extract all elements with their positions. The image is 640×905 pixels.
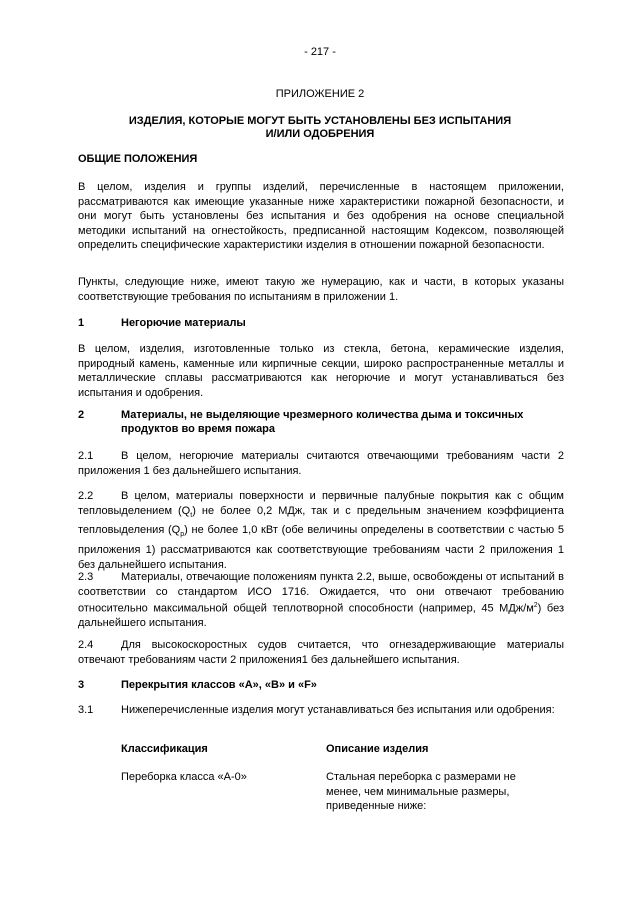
paragraph-2-2 [78,489,564,572]
section-2-heading [78,408,564,436]
annex-title-line-1: ИЗДЕЛИЯ, КОТОРЫЕ МОГУТ БЫТЬ УСТАНОВЛЕНЫ БЕЗ ИСПЫТАНИЯ [128,115,512,127]
general-heading: ОБЩИЕ ПОЛОЖЕНИЯ [78,153,198,165]
section-title: Негорючие материалы [121,317,246,329]
table-cell-description: Стальная переборка с размерами не менее, чем минимальные размеры, приведенные ниже: [326,771,516,813]
table-cell-classification: Переборка класса «А-0» [121,771,247,783]
paragraph-number: 2.2 [78,490,94,502]
paragraph-text-b: ) не более 0,2 МДж, так и с предельным значением коэффициента тепловыделения (Q [78,504,564,537]
section-number: 1 [78,317,85,329]
paragraph-text: В целом, негорючие материалы считаются отвечающими требованиям части 2 приложения 1 без дальнейшего испытания. [78,450,564,477]
table-header-classification: Классификация [121,743,208,755]
annex-label: ПРИЛОЖЕНИЕ 2 [275,88,365,100]
paragraph-2-1 [78,449,564,478]
paragraph-number: 3.1 [78,704,94,716]
paragraph-number: 2.1 [78,450,94,462]
section-1-heading [78,316,564,330]
subscript-t: t [190,511,193,519]
paragraph-3-1 [78,703,564,718]
paragraph-text-a: В целом, материалы поверхности и первичные палубные покрытия как с общим тепловыделением (Q [78,490,564,517]
section-title: Материалы, не выделяющие чрезмерного количества дыма и токсичных продуктов во время пожара [121,409,524,435]
section-number: 2 [78,409,85,421]
section-number: 3 [78,679,85,691]
paragraph-text: Для высокоскоростных судов считается, что огнезадерживающие материалы отвечают требованиям части 2 приложения1 без дальнейшего испытания. [78,639,564,666]
annex-title [60,115,580,141]
paragraph-2-4 [78,638,564,667]
section-title: Перекрытия классов «A», «B» и «F» [121,679,317,691]
paragraph-text-a: Материалы, отвечающие положениям пункта 2.2, выше, освобождены от испытаний в соответствии со стандартом ИСО 1716. Ожидается, что они отвечают требованию относительно максимальной общей теплотворной способности (например, 45 МДж/м [78,571,564,615]
intro-paragraph-1: В целом, изделия и группы изделий, перечисленные в настоящем приложении, рассматриваются как имеющие указанные ниже характеристики пожарной безопасности, и они могут быть установлены без испытания и без одобрения на основе специальной методики испытаний на огнестойкость, предписанной настоящим Кодексом, позволяющей определить специфические характеристики изделия в отношении пожарной безопасности. [78,181,564,252]
paragraph-number: 2.3 [78,571,94,583]
page-number: - 217 - [304,46,336,58]
paragraph-text-b: ) без дальнейшего испытания. [78,602,564,630]
paragraph-text-c: ) не более 1,0 кВт (обе величины определены в соответствии с частью 5 приложения 1) рассматриваются как соответствующие требованиям части 2 приложения 1 без дальнейшего испытания. [78,524,564,571]
table-header-description: Описание изделия [326,743,429,755]
paragraph-text: Нижеперечисленные изделия могут устанавливаться без испытания или одобрения: [121,704,555,716]
paragraph-2-3 [78,570,564,631]
intro-paragraph-2: Пункты, следующие ниже, имеют такую же нумерацию, как и части, в которых указаны соответствующие требования по испытаниям в приложении 1. [78,276,564,303]
subscript-p: p [180,531,185,539]
section-1-paragraph: В целом, изделия, изготовленные только из стекла, бетона, керамические изделия, природный камень, каменные или кирпичные секции, широко распространенные металлы и металлические сплавы рассматриваются как негорючие и могут устанавливаться без испытания и одобрения. [78,343,564,399]
superscript-2: 2 [533,602,538,610]
section-3-heading [78,678,564,692]
paragraph-number: 2.4 [78,639,94,651]
annex-title-line-2: И/ИЛИ ОДОБРЕНИЯ [265,128,375,140]
